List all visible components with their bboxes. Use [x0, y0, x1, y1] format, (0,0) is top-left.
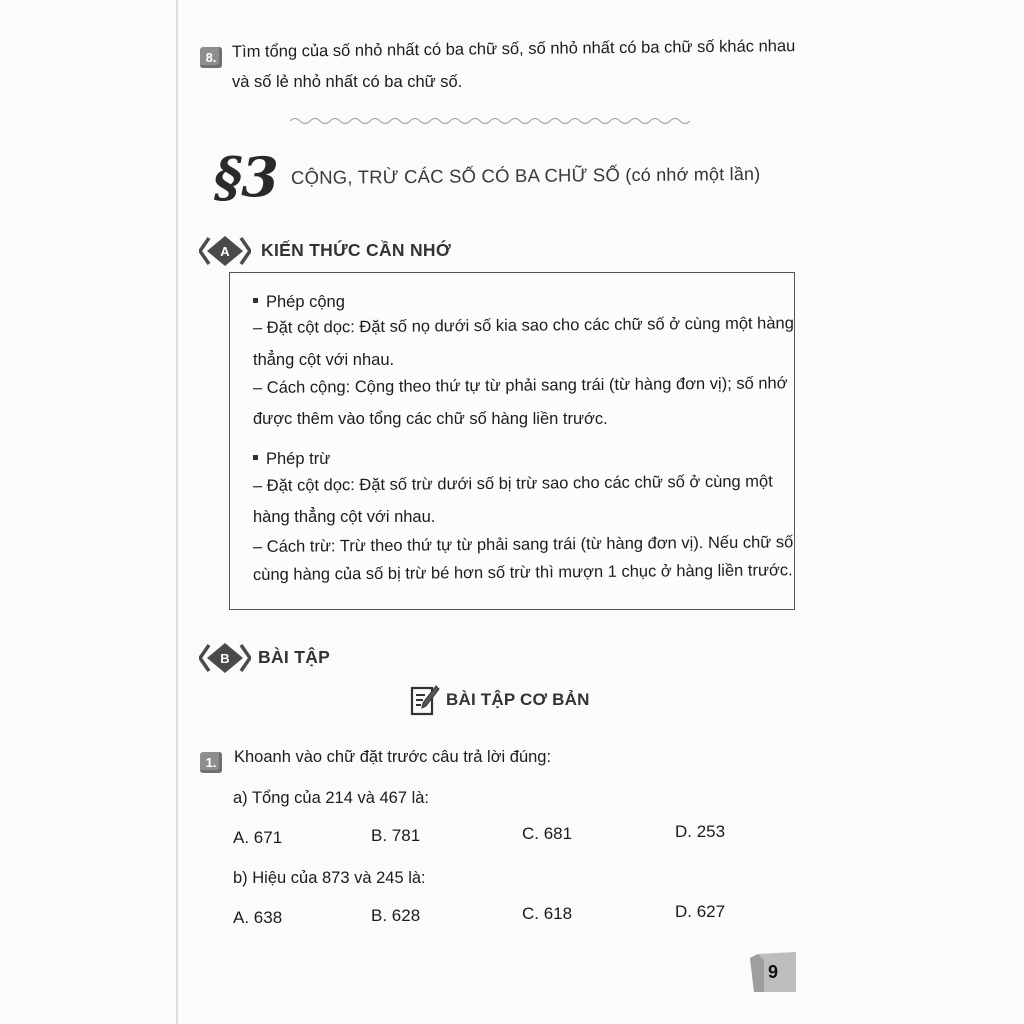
subtraction-line-4: cùng hàng của số bị trừ bé hơn số trừ thì mượn 1 chục ở hàng liền trước.	[252, 561, 793, 584]
exercise-8-line-2: và số lẻ nhỏ nhất có ba chữ số.	[232, 73, 463, 91]
section-number: §3	[214, 145, 278, 209]
section-title-main: CỘNG, TRỪ CÁC SỐ CÓ BA CHỮ SỐ	[290, 164, 621, 188]
basic-exercises-title: BÀI TẬP CƠ BẢN	[446, 690, 590, 709]
option-a-D[interactable]: D. 253	[675, 822, 726, 841]
addition-line-2: thẳng cột với nhau.	[253, 351, 395, 369]
exercise-8-badge: 8.	[200, 47, 222, 68]
part-a-letter: A	[220, 244, 230, 259]
question-b: b) Hiệu của 873 và 245 là:	[233, 869, 426, 887]
subtraction-line-1: – Đặt cột dọc: Đặt số trừ dưới số bị trừ sao cho các chữ số ở cùng một	[252, 472, 773, 495]
page-number: 9	[767, 961, 778, 982]
exercise-8-line-1: Tìm tổng của số nhỏ nhất có ba chữ số, số nhỏ nhất có ba chữ số khác nhau	[231, 37, 796, 61]
part-b-title: BÀI TẬP	[258, 647, 331, 667]
subtraction-heading-text: Phép trừ	[266, 450, 331, 468]
option-b-C[interactable]: C. 618	[522, 904, 573, 923]
option-b-D[interactable]: D. 627	[675, 902, 726, 921]
bullet-icon	[253, 455, 258, 460]
section-title	[291, 163, 761, 189]
bullet-icon	[253, 298, 258, 303]
basic-exercises-heading	[410, 684, 590, 716]
pencil-paper-icon	[410, 684, 440, 716]
exercise-1-prompt: Khoanh vào chữ đặt trước câu trả lời đúng:	[234, 748, 552, 766]
addition-heading-text: Phép cộng	[266, 293, 345, 311]
question-a: a) Tổng của 214 và 467 là:	[233, 789, 430, 807]
option-a-B[interactable]: B. 781	[371, 826, 421, 845]
subtraction-heading	[253, 449, 330, 469]
subtraction-line-2: hàng thẳng cột với nhau.	[253, 508, 436, 526]
addition-line-1: – Đặt cột dọc: Đặt số nọ dưới số kia sao cho các chữ số ở cùng một hàng	[252, 314, 794, 337]
section-title-sub: (có nhớ một lần)	[625, 163, 761, 186]
option-a-A[interactable]: A. 671	[233, 828, 283, 847]
addition-heading	[253, 292, 345, 312]
part-b-diamond-icon	[199, 641, 251, 675]
part-b-letter: B	[220, 651, 230, 666]
option-b-B[interactable]: B. 628	[371, 906, 421, 925]
page-number-badge	[750, 952, 796, 992]
part-a-title: KIẾN THỨC CẦN NHỚ	[261, 240, 452, 260]
option-a-C[interactable]: C. 681	[522, 824, 573, 843]
part-a-diamond-icon	[199, 234, 251, 268]
subtraction-line-3: – Cách trừ: Trừ theo thứ tự từ phải sang trái (từ hàng đơn vị). Nếu chữ số	[252, 533, 794, 556]
addition-line-3: – Cách cộng: Cộng theo thứ tự từ phải sang trái (từ hàng đơn vị); số nhớ	[252, 374, 788, 397]
exercise-1-badge: 1.	[200, 752, 222, 773]
option-b-A[interactable]: A. 638	[233, 908, 283, 927]
page-binding-edge	[176, 0, 178, 1024]
addition-line-4: được thêm vào tổng các chữ số hàng liền trước.	[253, 410, 608, 428]
wavy-divider	[290, 112, 694, 126]
